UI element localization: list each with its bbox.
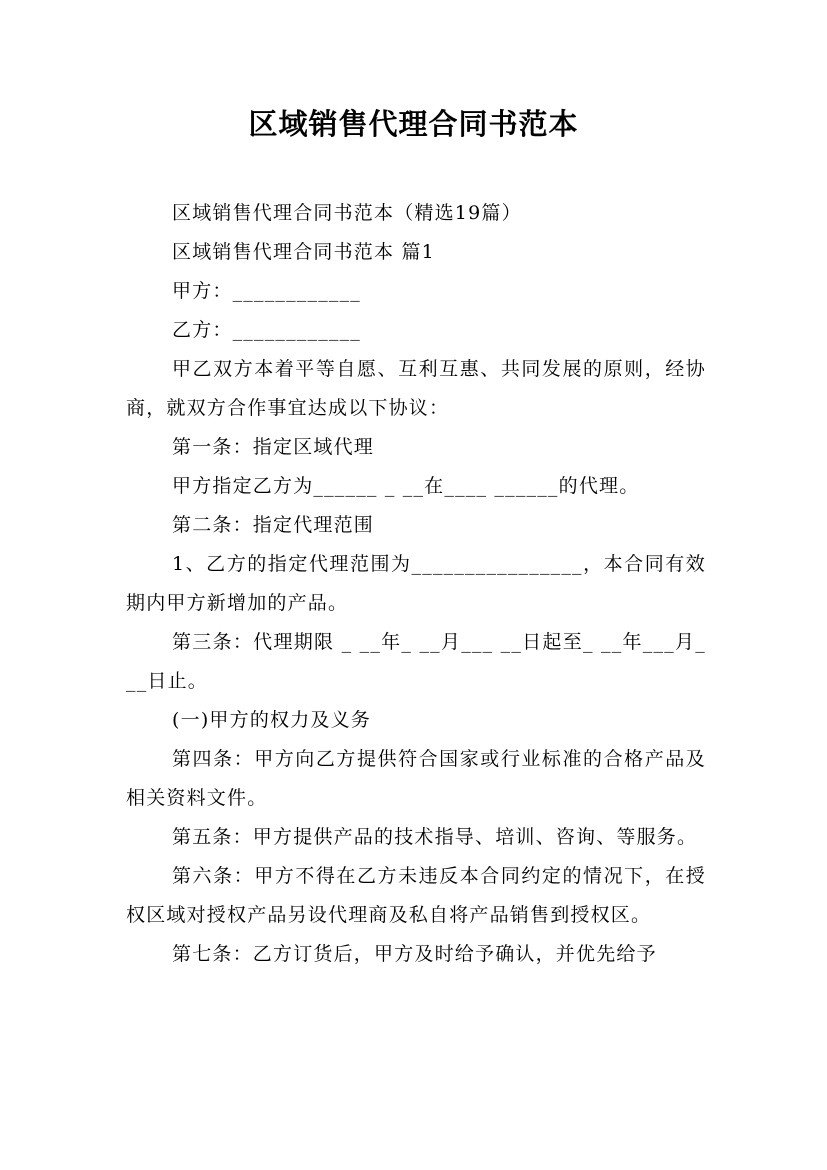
paragraph-party-a: 甲方：____________ bbox=[172, 280, 362, 302]
paragraph-article-2-text: 1、乙方的指定代理范围为________________，本合同有效期内甲方新增加的产品。 bbox=[126, 553, 706, 614]
paragraph-section-heading: 区域销售代理合同书范本 篇1 bbox=[172, 241, 435, 263]
paragraph-article-4: 第四条：甲方向乙方提供符合国家或行业标准的合格产品及相关资料文件。 bbox=[126, 748, 706, 809]
paragraph-article-3: 第三条：代理期限 _ __年_ __月___ __日起至_ __年___月_ __日止。 bbox=[126, 631, 706, 692]
paragraph-article-2-heading: 第二条：指定代理范围 bbox=[172, 514, 375, 536]
paragraph-subtitle: 区域销售代理合同书范本（精选19篇） bbox=[172, 202, 522, 224]
paragraph-article-1-heading: 第一条：指定区域代理 bbox=[172, 436, 375, 458]
paragraph-preamble: 甲乙双方本着平等自愿、互利互惠、共同发展的原则，经协商，就双方合作事宜达成以下协议： bbox=[126, 358, 706, 419]
paragraph-article-7: 第七条：乙方订货后，甲方及时给予确认，并优先给予 bbox=[172, 943, 657, 965]
paragraph-article-5: 第五条：甲方提供产品的技术指导、培训、咨询、等服务。 bbox=[172, 826, 698, 848]
paragraph-article-1-text: 甲方指定乙方为______ _ __在____ ______的代理。 bbox=[172, 475, 640, 497]
paragraph-article-6: 第六条：甲方不得在乙方未违反本合同约定的情况下，在授权区域对授权产品另设代理商及私自将产品销售到授权区。 bbox=[126, 865, 706, 926]
document-body bbox=[126, 194, 706, 974]
paragraph-party-a-rights-heading: (一)甲方的权力及义务 bbox=[172, 709, 372, 731]
paragraph-party-b: 乙方：____________ bbox=[172, 319, 362, 341]
document-title: 区域销售代理合同书范本 bbox=[248, 107, 579, 141]
